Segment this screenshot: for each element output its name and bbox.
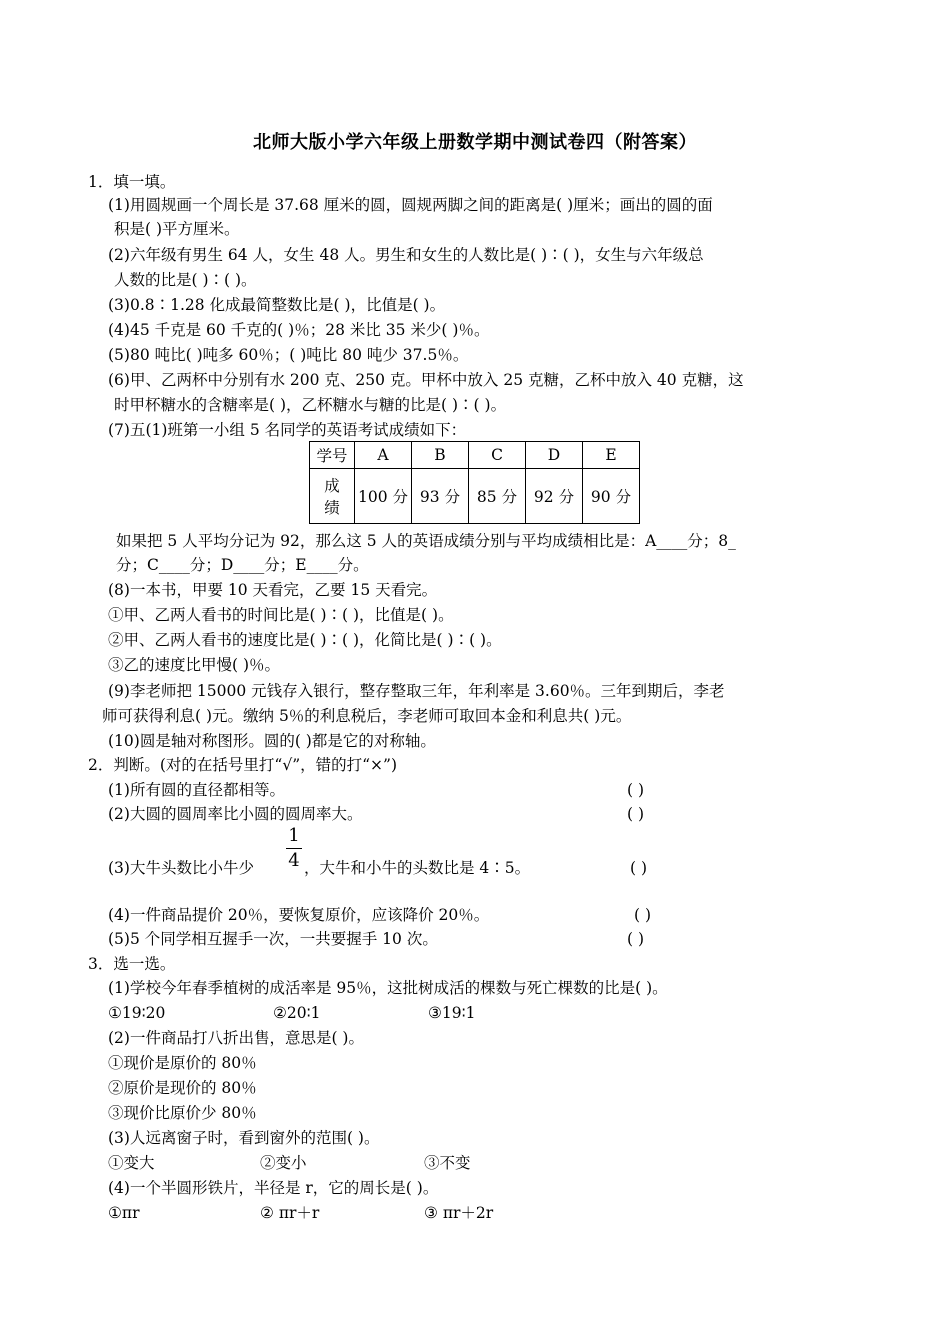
judge-5-answer-paren: ( ) [627,930,645,948]
q10-line: (10)圆是轴对称图形。圆的( )都是它的对称轴。 [108,732,436,750]
table-cell: D [526,442,583,469]
choice-4-option-2: ② πr＋r [260,1204,320,1222]
fraction-bar [286,848,302,849]
table-cell: 92 分 [526,469,583,524]
q7-line-2: 如果把 5 人平均分记为 92，那么这 5 人的英语成绩分别与平均成绩相比是：A____分；8_ [116,532,736,550]
scores-table [309,441,640,524]
q8-sub-2: ②甲、乙两人看书的速度比是( )∶( )，化简比是( )∶( )。 [108,631,502,649]
judge-3-post: ，大牛和小牛的头数比是 4∶5。 [304,859,531,877]
section-2-heading: 2．判断。(对的在括号里打“√”，错的打“×”) [88,756,398,774]
q1-line-1: (1)用圆规画一个周长是 37.68 厘米的圆，圆规两脚之间的距离是( )厘米；画出的圆的面 [108,196,713,214]
judge-5: (5)5 个同学相互握手一次，一共要握手 10 次。 [108,930,438,948]
q8-sub-1: ①甲、乙两人看书的时间比是( )∶( )，比值是( )。 [108,606,454,624]
table-cell: 90 分 [583,469,640,524]
q2-line-2: 人数的比是( )∶( )。 [114,271,257,289]
choice-4: (4)一个半圆形铁片，半径是 r，它的周长是( )。 [108,1179,439,1197]
choice-1-option-3: ③19∶1 [428,1004,476,1022]
q5-line: (5)80 吨比( )吨多 60％；( )吨比 80 吨少 37.5％。 [108,346,469,364]
table-header-score-line-2: 绩 [324,499,340,517]
q8-line: (8)一本书，甲要 10 天看完，乙要 15 天看完。 [108,581,438,599]
choice-2-option-1: ①现价是原价的 80％ [108,1054,257,1072]
section-1-heading: 1．填一填。 [88,173,176,191]
judge-4-answer-paren: ( ) [634,906,652,924]
choice-1-option-2: ②20∶1 [273,1004,321,1022]
choice-4-option-1: ①πr [108,1204,140,1222]
choice-4-option-3: ③ πr＋2r [424,1204,494,1222]
q2-line-1: (2)六年级有男生 64 人，女生 48 人。男生和女生的人数比是( )∶( )，女生与六年级总 [108,246,704,264]
choice-3: (3)人远离窗子时，看到窗外的范围( )。 [108,1129,380,1147]
page-title: 北师大版小学六年级上册数学期中测试卷四（附答案） [253,132,697,153]
table-header-score [310,469,355,524]
q9-line-1: (9)李老师把 15000 元钱存入银行，整存整取三年，年利率是 3.60％。三年到期后，李老 [108,682,725,700]
q7-line: (7)五(1)班第一小组 5 名同学的英语考试成绩如下： [108,421,467,439]
table-row [310,442,640,469]
choice-2-option-3: ③现价比原价少 80％ [108,1104,257,1122]
judge-4: (4)一件商品提价 20％，要恢复原价，应该降价 20％。 [108,906,490,924]
q9-line-2: 师可获得利息( )元。缴纳 5％的利息税后，李老师可取回本金和利息共( )元。 [102,707,632,725]
table-cell: C [469,442,526,469]
q1-line-2: 积是( )平方厘米。 [114,220,240,238]
choice-2-option-2: ②原价是现价的 80％ [108,1079,257,1097]
q7-line-3: 分；C____分；D____分；E____分。 [116,556,369,574]
judge-1: (1)所有圆的直径都相等。 [108,781,285,799]
choice-3-option-2: ②变小 [260,1154,307,1172]
judge-3-pre: (3)大牛头数比小牛少 [108,859,254,877]
table-cell: A [355,442,412,469]
q3-line: (3)0.8∶1.28 化成最简整数比是( )，比值是( )。 [108,296,446,314]
choice-1-option-1: ①19∶20 [108,1004,166,1022]
fraction-numerator: 1 [288,825,300,846]
judge-1-answer-paren: ( ) [627,781,645,799]
q6-line-1: (6)甲、乙两杯中分别有水 200 克、250 克。甲杯中放入 25 克糖，乙杯中放入 40 克糖，这 [108,371,744,389]
judge-3-answer-paren: ( ) [630,859,648,877]
fraction-denominator: 4 [288,850,300,871]
q6-line-2: 时甲杯糖水的含糖率是( )，乙杯糖水与糖的比是( )∶( )。 [114,396,507,414]
choice-2: (2)一件商品打八折出售，意思是( )。 [108,1029,364,1047]
table-cell: 85 分 [469,469,526,524]
fraction-one-quarter [286,826,302,871]
table-header-id: 学号 [310,442,355,469]
judge-2: (2)大圆的圆周率比小圆的圆周率大。 [108,805,363,823]
choice-3-option-1: ①变大 [108,1154,155,1172]
section-3-heading: 3．选一选。 [88,955,176,973]
q4-line: (4)45 千克是 60 千克的( )％；28 米比 35 米少( )％。 [108,321,490,339]
table-cell: 93 分 [412,469,469,524]
choice-1: (1)学校今年春季植树的成活率是 95％，这批树成活的棵数与死亡棵数的比是( )。 [108,979,668,997]
table-cell: E [583,442,640,469]
table-header-score-line-1: 成 [324,477,340,495]
q8-sub-3: ③乙的速度比甲慢( )％。 [108,656,281,674]
table-row [310,469,640,524]
judge-2-answer-paren: ( ) [627,805,645,823]
table-cell: B [412,442,469,469]
table-cell: 100 分 [355,469,412,524]
choice-3-option-3: ③不变 [424,1154,471,1172]
